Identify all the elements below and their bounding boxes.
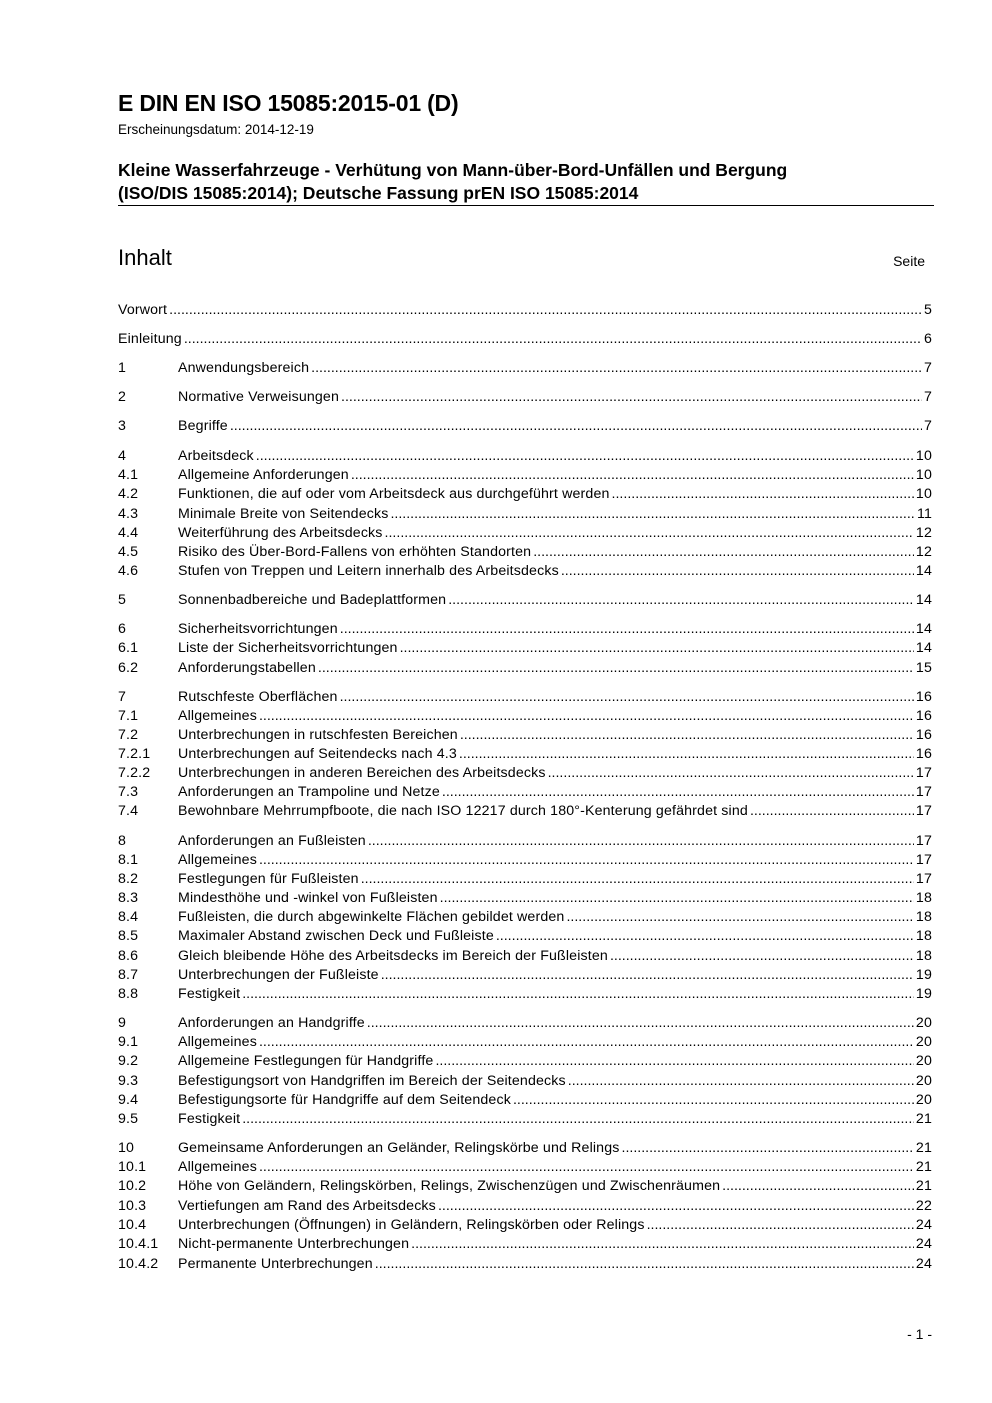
toc-entry[interactable] <box>118 592 932 611</box>
toc-entry-number: 9.2 <box>118 1053 139 1069</box>
toc-page-label: Seite <box>893 253 925 269</box>
toc-entry-label: Unterbrechungen auf Seitendecks nach 4.3 <box>178 746 457 762</box>
toc-entry[interactable] <box>118 1198 932 1217</box>
toc-entry-number: 10.2 <box>118 1178 147 1194</box>
toc-dot-leader <box>435 1053 913 1069</box>
toc-entry-number: 7.2.2 <box>118 765 151 781</box>
toc-entry[interactable] <box>118 1111 932 1130</box>
toc-entry-label: Unterbrechungen in rutschfesten Bereichen <box>178 727 458 743</box>
toc-dot-leader <box>612 486 914 502</box>
title-divider <box>118 205 934 206</box>
toc-entry-label: Allgemeine Festlegungen für Handgriffe <box>178 1053 434 1069</box>
toc-entry-label: Weiterführung des Arbeitsdecks <box>178 525 383 541</box>
toc-dot-leader <box>513 1092 914 1108</box>
toc-entry-page: 15 <box>915 660 932 676</box>
toc-entry-label: Stufen von Treppen und Leitern innerhalb des Arbeitsdecks <box>178 563 559 579</box>
toc-entry-page: 17 <box>915 852 932 868</box>
toc-entry-number: 9.3 <box>118 1073 139 1089</box>
toc-entry[interactable] <box>118 967 932 986</box>
toc-dot-leader <box>230 418 922 434</box>
toc-entry-label: Maximaler Abstand zwischen Deck und Fußleiste <box>178 928 494 944</box>
toc-entry-page: 24 <box>915 1217 932 1233</box>
toc-dot-leader <box>533 544 914 560</box>
toc-entry-number: 8.3 <box>118 890 139 906</box>
toc-entry[interactable] <box>118 360 932 379</box>
toc-entry[interactable] <box>118 871 932 890</box>
toc-dot-leader <box>375 1256 914 1272</box>
document-title <box>118 159 938 205</box>
toc-entry-label: Anforderungen an Handgriffe <box>178 1015 365 1031</box>
toc-entry-page: 11 <box>916 506 932 522</box>
toc-entry-page: 18 <box>915 909 932 925</box>
toc-entry[interactable] <box>118 1256 932 1275</box>
toc-dot-leader <box>750 803 914 819</box>
toc-entry-page: 14 <box>915 592 932 608</box>
toc-entry-label: Unterbrechungen in anderen Bereichen des Arbeitsdecks <box>178 765 546 781</box>
toc-entry-label: Normative Verweisungen <box>178 389 340 405</box>
toc-entry-number: 8.4 <box>118 909 139 925</box>
toc-entry-label: Fußleisten, die durch abgewinkelte Flächen gebildet werden <box>178 909 565 925</box>
toc-entry-number: 10.1 <box>118 1159 147 1175</box>
toc-entry[interactable] <box>118 803 932 822</box>
toc-entry[interactable] <box>118 1178 932 1197</box>
toc-dot-leader <box>367 1015 914 1031</box>
toc-entry-label: Gemeinsame Anforderungen an Geländer, Relingskörbe und Relings <box>178 1140 620 1156</box>
page-number: - 1 - <box>907 1326 932 1342</box>
toc-dot-leader <box>722 1178 914 1194</box>
toc-entry-page: 21 <box>915 1111 932 1127</box>
toc-entry-page: 10 <box>915 448 932 464</box>
toc-entry-label: Sonnenbadbereiche und Badeplattformen <box>178 592 447 608</box>
toc-entry-page: 16 <box>915 708 932 724</box>
toc-entry[interactable] <box>118 890 932 909</box>
toc-entry-page: 7 <box>923 418 932 434</box>
toc-entry-number: 5 <box>118 592 127 608</box>
toc-entry[interactable] <box>118 928 932 947</box>
toc-entry-label: Unterbrechungen (Öffnungen) in Geländern, Relingskörben oder Relings <box>178 1217 645 1233</box>
toc-entry-page: 18 <box>915 928 932 944</box>
document-title-line-1: Kleine Wasserfahrzeuge - Verhütung von Mann-über-Bord-Unfällen und Bergung <box>118 160 788 180</box>
toc-entry-label: Mindesthöhe und -winkel von Fußleisten <box>178 890 438 906</box>
toc-entry-label: Gleich bleibende Höhe des Arbeitsdecks im Bereich der Fußleisten <box>178 948 608 964</box>
toc-dot-leader <box>381 967 914 983</box>
toc-entry-page: 10 <box>915 486 932 502</box>
toc-entry[interactable] <box>118 448 932 467</box>
toc-entry-number: 9.1 <box>118 1034 139 1050</box>
toc-entry-page: 17 <box>915 784 932 800</box>
toc-entry-number: 7.2 <box>118 727 139 743</box>
toc-entry-number: 6 <box>118 621 127 637</box>
toc-entry-number: 7 <box>118 689 127 705</box>
toc-entry-page: 14 <box>915 640 932 656</box>
toc-entry-label: Allgemeine Anforderungen <box>178 467 349 483</box>
toc-dot-leader <box>259 1034 914 1050</box>
toc-entry[interactable] <box>118 1236 932 1255</box>
toc-entry-label: Arbeitsdeck <box>178 448 254 464</box>
toc-entry-label: Allgemeines <box>178 1159 257 1175</box>
toc-entry[interactable] <box>118 389 932 408</box>
toc-dot-leader <box>368 833 914 849</box>
toc-dot-leader <box>496 928 914 944</box>
toc-dot-leader <box>361 871 914 887</box>
toc-dot-leader <box>256 448 914 464</box>
toc-entry[interactable] <box>118 909 932 928</box>
toc-dot-leader <box>340 689 914 705</box>
toc-entry[interactable] <box>118 1073 932 1092</box>
toc-entry-number: 7.3 <box>118 784 139 800</box>
toc-entry[interactable] <box>118 302 932 321</box>
toc-dot-leader <box>341 389 922 405</box>
toc-entry[interactable] <box>118 708 932 727</box>
toc-entry-page: 20 <box>915 1073 932 1089</box>
toc-entry[interactable] <box>118 467 932 486</box>
toc-entry[interactable] <box>118 765 932 784</box>
toc-entry-number: 9.5 <box>118 1111 139 1127</box>
toc-entry-page: 17 <box>915 803 932 819</box>
toc-entry-number: 8.1 <box>118 852 139 868</box>
toc-entry-page: 16 <box>915 727 932 743</box>
toc-entry[interactable] <box>118 1015 932 1034</box>
toc-entry-number: 8.2 <box>118 871 139 887</box>
toc-dot-leader <box>318 660 914 676</box>
toc-entry-number: 10.4.2 <box>118 1256 159 1272</box>
toc-entry-page: 18 <box>915 948 932 964</box>
toc-entry[interactable] <box>118 1034 932 1053</box>
toc-entry-label: Sicherheitsvorrichtungen <box>178 621 338 637</box>
toc-entry-number: 4.6 <box>118 563 139 579</box>
toc-dot-leader <box>440 890 914 906</box>
toc-entry[interactable] <box>118 852 932 871</box>
toc-entry[interactable] <box>118 544 932 563</box>
toc-entry-number: 4.4 <box>118 525 139 541</box>
toc-entry-page: 21 <box>915 1140 932 1156</box>
toc-entry-page: 19 <box>915 967 932 983</box>
toc-entry-page: 14 <box>915 563 932 579</box>
toc-entry-label: Befestigungsorte für Handgriffe auf dem Seitendeck <box>178 1092 511 1108</box>
toc-dot-leader <box>311 360 922 376</box>
toc-entry-number: 10 <box>118 1140 135 1156</box>
toc-entry-number: 9.4 <box>118 1092 139 1108</box>
toc-entry[interactable] <box>118 621 932 640</box>
toc-entry[interactable] <box>118 1053 932 1072</box>
toc-entry-label: Permanente Unterbrechungen <box>178 1256 373 1272</box>
toc-dot-leader <box>566 909 913 925</box>
toc-entry-label: Liste der Sicherheitsvorrichtungen <box>178 640 398 656</box>
toc-dot-leader <box>242 1111 914 1127</box>
toc-entry-number: 10.4 <box>118 1217 147 1233</box>
toc-entry-label: Allgemeines <box>178 1034 257 1050</box>
toc-entry-number: 7.4 <box>118 803 139 819</box>
toc-entry-label: Minimale Breite von Seitendecks <box>178 506 389 522</box>
toc-dot-leader <box>259 852 914 868</box>
toc-entry-page: 24 <box>915 1236 932 1252</box>
toc-entry-page: 18 <box>915 890 932 906</box>
toc-entry-label: Funktionen, die auf oder vom Arbeitsdeck aus durchgeführt werden <box>178 486 610 502</box>
toc-entry-label: Vorwort <box>118 302 168 318</box>
toc-entry[interactable] <box>118 1217 932 1236</box>
toc-entry-label: Höhe von Geländern, Relingskörben, Relings, Zwischenzügen und Zwischenräumen <box>178 1178 721 1194</box>
toc-entry[interactable] <box>118 1159 932 1178</box>
toc-entry-number: 6.1 <box>118 640 139 656</box>
toc-entry-page: 12 <box>915 544 932 560</box>
toc-entry[interactable] <box>118 833 932 852</box>
toc-entry-number: 4.2 <box>118 486 139 502</box>
toc-dot-leader <box>459 746 914 762</box>
toc-entry-page: 21 <box>915 1178 932 1194</box>
toc-entry-label: Begriffe <box>178 418 228 434</box>
toc-dot-leader <box>448 592 914 608</box>
toc-entry-page: 17 <box>915 871 932 887</box>
toc-dot-leader <box>622 1140 914 1156</box>
toc-entry[interactable] <box>118 418 932 437</box>
toc-entry-page: 20 <box>915 1053 932 1069</box>
toc-entry-label: Nicht-permanente Unterbrechungen <box>178 1236 410 1252</box>
toc-entry-number: 6.2 <box>118 660 139 676</box>
toc-entry[interactable] <box>118 746 932 765</box>
toc-entry-page: 5 <box>923 302 932 318</box>
toc-entry-page: 20 <box>915 1034 932 1050</box>
toc-dot-leader <box>460 727 914 743</box>
toc-entry-page: 22 <box>915 1198 932 1214</box>
toc-dot-leader <box>184 331 922 347</box>
toc-entry-label: Befestigungsort von Handgriffen im Bereich der Seitendecks <box>178 1073 566 1089</box>
toc-dot-leader <box>548 765 914 781</box>
toc-entry[interactable] <box>118 689 932 708</box>
toc-entry-page: 7 <box>923 389 932 405</box>
toc-entry-label: Festigkeit <box>178 986 241 1002</box>
document-id: E DIN EN ISO 15085:2015-01 (D) <box>118 90 459 116</box>
toc-entry-page: 17 <box>915 833 932 849</box>
toc-entry-number: 8.8 <box>118 986 139 1002</box>
toc-entry-number: 9 <box>118 1015 127 1031</box>
toc-dot-leader <box>169 302 922 318</box>
toc-entry-number: 10.4.1 <box>118 1236 159 1252</box>
publication-date: Erscheinungsdatum: 2014-12-19 <box>118 122 314 137</box>
toc-entry-number: 1 <box>118 360 127 376</box>
toc-entry-page: 6 <box>923 331 932 347</box>
toc-entry-page: 14 <box>915 621 932 637</box>
toc-entry-page: 20 <box>915 1092 932 1108</box>
toc-entry-label: Festigkeit <box>178 1111 241 1127</box>
toc-entry-page: 12 <box>915 525 932 541</box>
toc-entry-label: Festlegungen für Fußleisten <box>178 871 359 887</box>
toc-entry-label: Anforderungen an Trampoline und Netze <box>178 784 440 800</box>
toc-dot-leader <box>442 784 914 800</box>
toc-dot-leader <box>390 506 915 522</box>
toc-entry[interactable] <box>118 948 932 967</box>
toc-entry-number: 8.7 <box>118 967 139 983</box>
toc-entry-label: Vertiefungen am Rand des Arbeitsdecks <box>178 1198 436 1214</box>
toc-entry-page: 21 <box>915 1159 932 1175</box>
toc-dot-leader <box>385 525 914 541</box>
toc-dot-leader <box>411 1236 914 1252</box>
toc-dot-leader <box>561 563 914 579</box>
toc-entry-label: Allgemeines <box>178 708 257 724</box>
toc-entry-number: 4.5 <box>118 544 139 560</box>
toc-dot-leader <box>647 1217 914 1233</box>
toc-entry-number: 7.2.1 <box>118 746 151 762</box>
toc-dot-leader <box>351 467 914 483</box>
document-title-line-2: (ISO/DIS 15085:2014); Deutsche Fassung prEN ISO 15085:2014 <box>118 183 639 203</box>
toc-dot-leader <box>340 621 914 637</box>
toc-entry[interactable] <box>118 331 932 350</box>
toc-entry[interactable] <box>118 640 932 659</box>
toc-entry-number: 8.5 <box>118 928 139 944</box>
toc-entry-label: Allgemeines <box>178 852 257 868</box>
toc-entry[interactable] <box>118 986 932 1005</box>
toc-entry-number: 2 <box>118 389 127 405</box>
toc-entry-number: 8 <box>118 833 127 849</box>
toc-entry[interactable] <box>118 1140 932 1159</box>
toc-entry-label: Bewohnbare Mehrrumpfboote, die nach ISO 12217 durch 180°-Kenterung gefährdet sind <box>178 803 748 819</box>
toc-entry-label: Anforderungstabellen <box>178 660 316 676</box>
toc-entry-number: 4 <box>118 448 127 464</box>
toc-heading: Inhalt <box>118 245 172 270</box>
toc-dot-leader <box>242 986 914 1002</box>
toc-entry-number: 7.1 <box>118 708 139 724</box>
toc-entry-label: Unterbrechungen der Fußleiste <box>178 967 379 983</box>
toc-entry-page: 24 <box>915 1256 932 1272</box>
toc-entry-number: 4.3 <box>118 506 139 522</box>
toc-entry[interactable] <box>118 1092 932 1111</box>
toc-entry-number: 10.3 <box>118 1198 147 1214</box>
toc-entry-label: Anwendungsbereich <box>178 360 310 376</box>
toc-entry[interactable] <box>118 486 932 505</box>
toc-entry[interactable] <box>118 506 932 525</box>
toc-entry[interactable] <box>118 563 932 582</box>
toc-entry-page: 17 <box>915 765 932 781</box>
toc-dot-leader <box>400 640 914 656</box>
toc-dot-leader <box>610 948 914 964</box>
toc-entry-page: 10 <box>915 467 932 483</box>
toc-entry-label: Risiko des Über-Bord-Fallens von erhöhten Standorten <box>178 544 532 560</box>
toc-entry-number: 4.1 <box>118 467 139 483</box>
toc-entry[interactable] <box>118 660 932 679</box>
toc-entry[interactable] <box>118 727 932 746</box>
toc-entry-number: 3 <box>118 418 127 434</box>
toc-entry-label: Anforderungen an Fußleisten <box>178 833 366 849</box>
toc-entry-page: 16 <box>915 746 932 762</box>
toc-entry-page: 16 <box>915 689 932 705</box>
toc-entry-page: 19 <box>915 986 932 1002</box>
toc-dot-leader <box>259 1159 914 1175</box>
toc-entry[interactable] <box>118 784 932 803</box>
toc-dot-leader <box>259 708 914 724</box>
toc-dot-leader <box>568 1073 914 1089</box>
toc-entry-number: 8.6 <box>118 948 139 964</box>
toc-entry-page: 7 <box>923 360 932 376</box>
toc-entry[interactable] <box>118 525 932 544</box>
toc-dot-leader <box>438 1198 914 1214</box>
toc-entry-label: Rutschfeste Oberflächen <box>178 689 338 705</box>
toc-entry-label: Einleitung <box>118 331 182 347</box>
toc-entry-page: 20 <box>915 1015 932 1031</box>
